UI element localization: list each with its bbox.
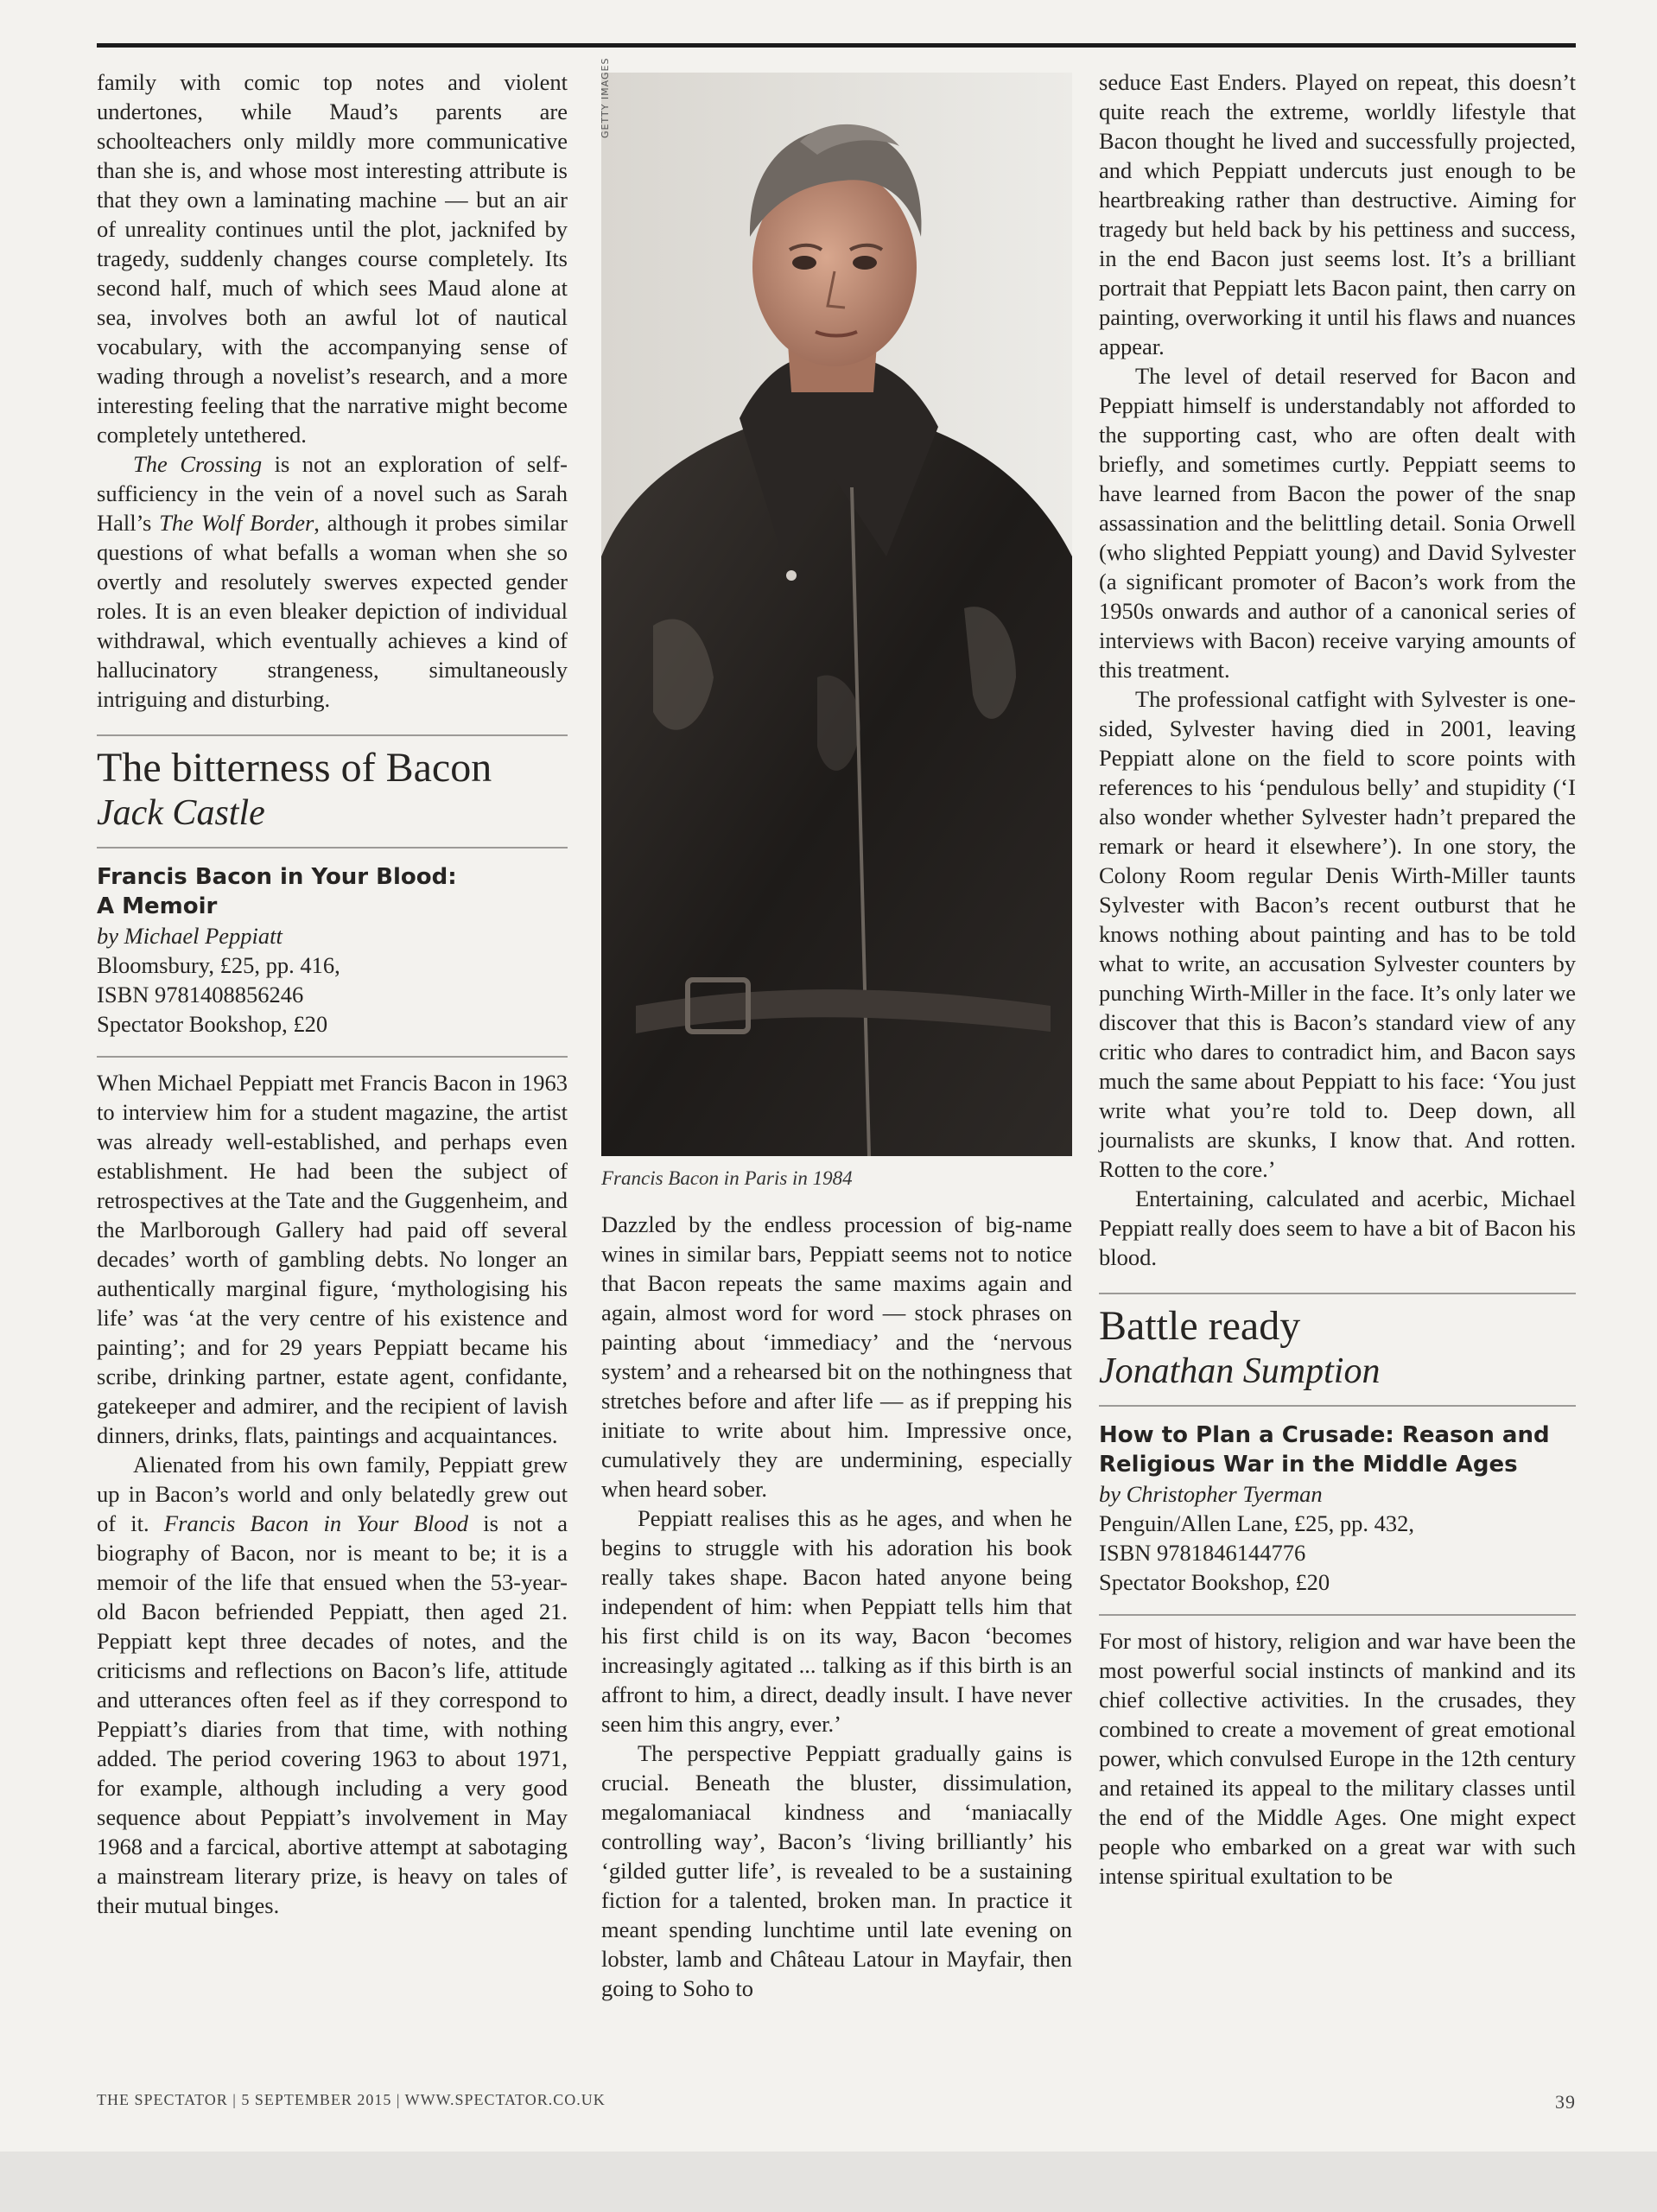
portrait-photo bbox=[601, 73, 1072, 1156]
paragraph: The perspective Peppiatt gradually gains is crucial. Beneath the bluster, dissimulation, megalomaniacal kindness and ‘maniacally controlling way’, Bacon’s ‘living brilliantly’ his ‘gilded gutter life’, is revealed to be a sustaining fiction for a talented, broken man. In practice it meant spending lunchtime until late evening on lobster, lamb and Château Latour in Mayfair, then going to Soho to bbox=[601, 1740, 1072, 2001]
paragraph bbox=[97, 449, 568, 714]
review-author: Jonathan Sumption bbox=[1099, 1351, 1381, 1391]
book-price: Spectator Bookshop, £20 bbox=[1099, 1569, 1330, 1595]
book-publisher: Bloomsbury, £25, pp. 416, bbox=[97, 952, 340, 978]
page-footer bbox=[97, 2091, 1576, 2113]
paragraph: seduce East Enders. Played on repeat, this doesn’t quite reach the extreme, worldly lifestyle that Bacon thought he lived and successfully projected, and which Peppiatt undercuts just enough to be heartbreaking rather than destructive. Aiming for tragedy but held back by his pettiness and success, in the end Bacon just seems lost. It’s a brilliant portrait that Peppiatt lets Bacon paint, then carry on painting, overworking it until his flaws and nuances appear. bbox=[1099, 69, 1576, 359]
paragraph: Entertaining, calculated and acerbic, Michael Peppiatt really does seem to have a bit of Bacon his blood. bbox=[1099, 1185, 1576, 1270]
book-author: by Michael Peppiatt bbox=[97, 923, 283, 949]
book-ref: The Crossing bbox=[133, 451, 263, 477]
book-ref: Francis Bacon in Your Blood bbox=[163, 1510, 468, 1536]
review-author: Jack Castle bbox=[97, 793, 265, 833]
photo-credit: GETTY IMAGES bbox=[600, 57, 611, 138]
book-isbn: ISBN 9781408856246 bbox=[97, 982, 304, 1007]
section-divider bbox=[1099, 1293, 1576, 1294]
column-left bbox=[97, 67, 568, 1920]
book-title bbox=[1099, 1421, 1576, 1479]
review-title: Battle ready bbox=[1099, 1303, 1301, 1349]
paragraph: When Michael Peppiatt met Francis Bacon in 1963 to interview him for a student magazine, the artist was already well-established, and perhaps even establishment. He had been the subject of retrospectives at the Tate and the Guggenheim, and the Marlborough Gallery had paid off several decades’ worth of gambling debts. No longer an authentically marginal figure, ‘mythologising his life’ was ‘at the very centre of his existence and painting’; and for 29 years Peppiatt became his scribe, drinking partner, estate agent, confidante, gatekeeper and admirer, and the recipient of lavish dinners, drinks, flats, paintings and acquaintances. bbox=[97, 1070, 568, 1448]
page-edge bbox=[0, 2152, 1657, 2212]
text-run: is not a biography of Bacon, nor is meant to be; it is a memoir of the life that ensued when the 53-year-old Bacon befriended Peppiatt, then aged 21. Peppiatt kept three decades of notes, and the criticisms and reflections on Bacon’s life, attitude and utterances often feel as if they correspond to Peppiatt’s diaries from that time, with nothing added. The period covering 1963 to about 1971, for example, although including a very good sequence about Peppiatt’s involvement in May 1968 and a farcical, abortive attempt at sabotaging a mainstream literary prize, is heavy on tales of their mutual binges. bbox=[97, 1510, 568, 1918]
review-title: The bitterness of Bacon bbox=[97, 745, 492, 791]
book-title bbox=[97, 862, 568, 921]
section-divider bbox=[1099, 1405, 1576, 1407]
portrait-illustration bbox=[601, 73, 1072, 1156]
text-run: is not an exploration of self-sufficiency in the vein of a novel such as Sarah Hall’s bbox=[97, 451, 568, 536]
column-middle bbox=[601, 1210, 1072, 2003]
top-rule bbox=[97, 43, 1576, 48]
paragraph: The level of detail reserved for Bacon and Peppiatt himself is understandably not afforded to the supporting cast, who are often dealt with briefly, and sometimes curtly. Peppiatt seems to have learned from Bacon the power of the snap assassination and the belittling detail. Sonia Orwell (who slighted Peppiatt young) and David Sylvester (a significant promoter of Bacon’s work from the 1950s onwards and author of a canonical series of interviews with Bacon) receive varying amounts of this treatment. bbox=[1099, 363, 1576, 683]
book-title-line: Francis Bacon in Your Blood: bbox=[97, 864, 457, 890]
book-title-line: Religious War in the Middle Ages bbox=[1099, 1452, 1518, 1478]
book-title-line: A Memoir bbox=[97, 893, 218, 919]
column-right bbox=[1099, 67, 1576, 1891]
section-divider bbox=[97, 847, 568, 849]
paragraph: family with comic top notes and violent undertones, while Maud’s parents are schoolteachers only mildly more communicative than she is, and whose most interesting attribute is that they own a laminating machine — but an air of unreality continues until the plot, jacknifed by tragedy, suddenly changes course completely. Its second half, much of which sees Maud alone at sea, involves both an awful lot of nautical vocabulary, with the accompanying sense of wading through a novelist’s research, and a more interesting feeling that the narrative might become completely untethered. bbox=[97, 69, 568, 448]
book-title-line: How to Plan a Crusade: Reason and bbox=[1099, 1422, 1550, 1448]
paragraph: The professional catfight with Sylvester is one-sided, Sylvester having died in 2001, leaving Peppiatt alone on the field to score points with references to his ‘pendulous belly’ and stupidity (‘I also wonder whether Sylvester hadn’t prepared the remark or heard it elsewhere’). In one story, the Colony Room regular Denis Wirth-Miller taunts Sylvester with Bacon’s recent outburst that he knows nothing about painting and has to be told what to write, an accusation Sylvester counters by punching Wirth-Miller in the face. It’s only later we discover that this is Bacon’s standard view of any critic who dares to contradict him, and Bacon says much the same about Peppiatt to his face: ‘You just write what you’re told to. Deep down, all journalists are skunks, I know that. And rotten. Rotten to the core.’ bbox=[1099, 686, 1576, 1182]
section-divider bbox=[97, 1056, 568, 1058]
section-divider bbox=[97, 734, 568, 736]
paragraph: For most of history, religion and war have been the most powerful social instincts of mankind and its chief collective activities. In the crusades, they combined to create a movement of great emotional power, which convulsed Europe in the 12th century and retained its appeal to the military classes until the end of the Middle Ages. One might expect people who embarked on a great war with such intense spiritual exultation to be bbox=[1099, 1628, 1576, 1889]
book-ref: The Wolf Border bbox=[159, 510, 314, 536]
paragraph: Peppiatt realises this as he ages, and when he begins to struggle with his adoration his book really takes shape. Bacon hated anyone being independent of him: when Peppiatt tells him that his first child is on its way, Bacon ‘becomes increasingly agitated ... talking as if this birth is an affront to him, a direct, deadly insult. I have never seen him this angry, ever.’ bbox=[601, 1505, 1072, 1737]
text-run: Alienated from his own family, Peppiatt grew up in Bacon’s world and only belatedly grew out of it. bbox=[97, 1452, 568, 1536]
book-isbn: ISBN 9781846144776 bbox=[1099, 1540, 1306, 1566]
book-publisher: Penguin/Allen Lane, £25, pp. 432, bbox=[1099, 1510, 1415, 1536]
paragraph: Dazzled by the endless procession of big-name wines in similar bars, Peppiatt seems not to notice that Bacon repeats the same maxims again and again, almost word for word — stock phrases on painting about ‘immediacy’ and the ‘nervous system’ and a rehearsed bit on the nothingness that stretches before and after life — as if prepping his initiate to write about him. Impressive once, cumulatively they are undermining, especially when heard sober. bbox=[601, 1211, 1072, 1502]
photo-caption: Francis Bacon in Paris in 1984 bbox=[601, 1167, 853, 1189]
paragraph bbox=[97, 1450, 568, 1920]
book-author: by Christopher Tyerman bbox=[1099, 1481, 1323, 1507]
text-run: , although it probes similar questions of what befalls a woman when she so overtly and resolutely swerves expected gender roles. It is an even bleaker depiction of individual withdrawal, which eventually achieves a kind of hallucinatory strangeness, simultaneously intriguing and disturbing. bbox=[97, 510, 568, 712]
footer-text: THE SPECTATOR | 5 SEPTEMBER 2015 | WWW.SPECTATOR.CO.UK bbox=[97, 2091, 606, 2108]
page-number: 39 bbox=[1555, 2091, 1576, 2113]
section-divider bbox=[1099, 1614, 1576, 1616]
book-price: Spectator Bookshop, £20 bbox=[97, 1011, 328, 1037]
